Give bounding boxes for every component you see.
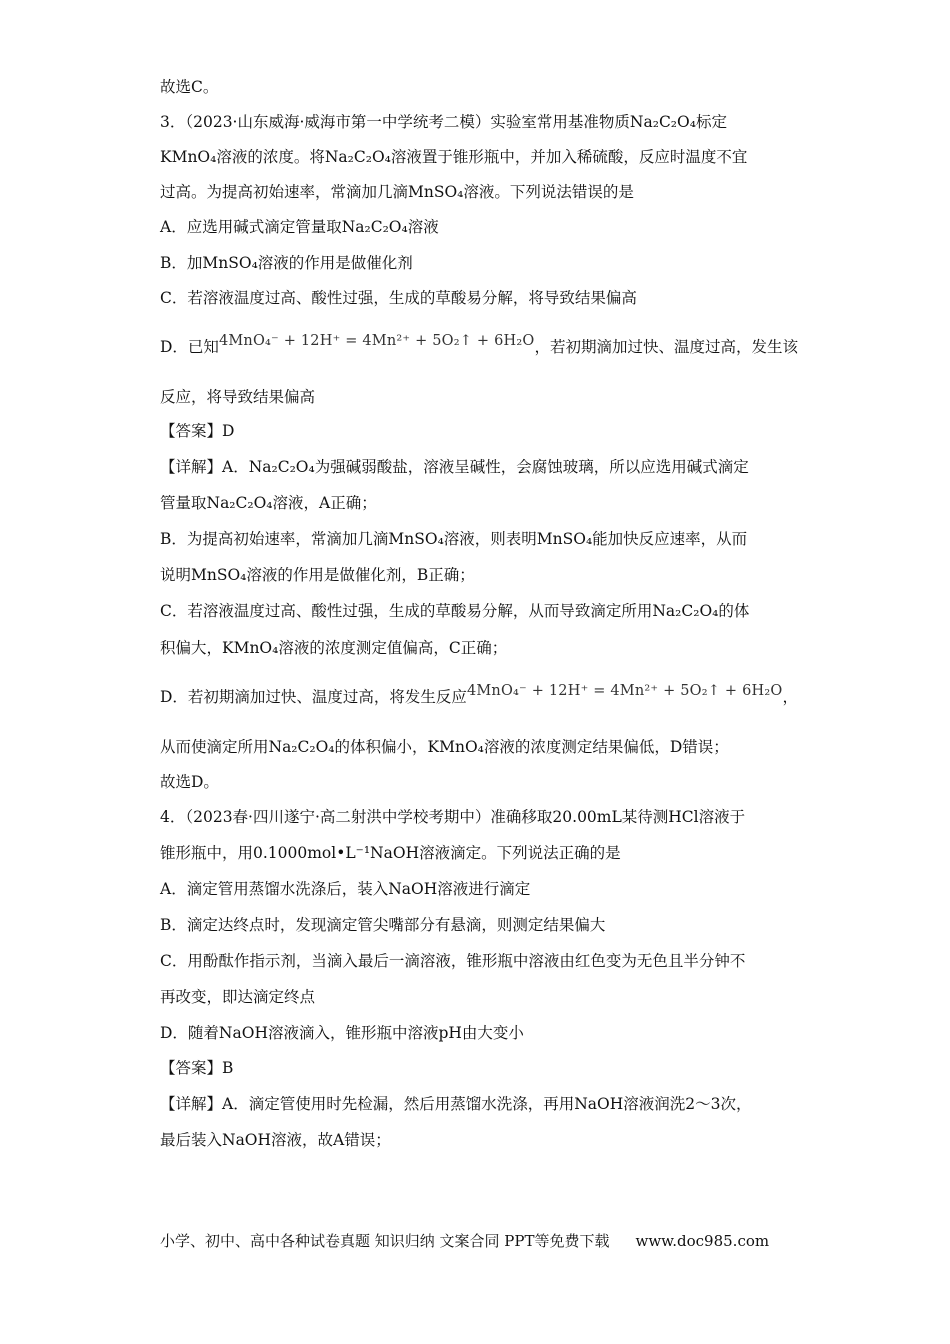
explanation-line: B．为提高初始速率，常滴加几滴MnSO₄溶液，则表明MnSO₄能加快反应速率，从而 [160,530,748,548]
footer-site: www.doc985.com [635,1232,770,1250]
equation-image: 4MnO₄⁻ + 12H⁺ = 4Mn²⁺ + 5O₂↑ + 6H₂O [218,333,535,349]
option-b: B．滴定达终点时，发现滴定管尖嘴部分有悬滴，则测定结果偏大 [160,916,606,934]
text-line: 过高。为提高初始速率，常滴加几滴MnSO₄溶液。下列说法错误的是 [160,183,634,201]
option-b: B．加MnSO₄溶液的作用是做催化剂 [160,254,413,272]
option-d-prefix: D．已知 [160,338,219,356]
page-footer [160,1230,769,1252]
explanation-line: C．若溶液温度过高、酸性过强，生成的草酸易分解，从而导致滴定所用Na₂C₂O₄的体 [160,602,750,620]
text-line: 锥形瓶中，用0.1000mol•L⁻¹NaOH溶液滴定。下列说法正确的是 [160,844,621,862]
question-4-line: 4．（2023春·四川遂宁·高二射洪中学校考期中）准确移取20.00mL某待测HCl溶液于 [160,808,746,826]
explanation-line: 最后装入NaOH溶液，故A错误； [160,1131,391,1149]
question-3-line [160,111,800,133]
equation-image: 4MnO₄⁻ + 12H⁺ = 4Mn²⁺ + 5O₂↑ + 6H₂O [466,683,783,699]
footer-text: 小学、初中、高中各种试卷真题 知识归纳 文案合同 PPT等免费下载 [160,1232,610,1250]
explanation-prefix: D．若初期滴加过快、温度过高，将发生反应 [160,688,467,706]
option-a: A．滴定管用蒸馏水洗涤后，装入NaOH溶液进行滴定 [160,880,531,898]
explanation-line: 【详解】A．滴定管使用时先检漏，然后用蒸馏水洗涤，再用NaOH溶液润洗2～3次， [160,1095,752,1113]
answer-label: 【答案】B [160,1059,234,1077]
text-line: 故选C。 [160,78,219,96]
explanation-line: 说明MnSO₄溶液的作用是做催化剂，B正确； [160,566,475,584]
explanation-line: 积偏大，KMnO₄溶液的浓度测定值偏高，C正确； [160,639,508,657]
option-d [160,333,800,359]
text-line: KMnO₄溶液的浓度。将Na₂C₂O₄溶液置于锥形瓶中，并加入稀硫酸，反应时温度不宜 [160,148,748,166]
option-c-cont: 再改变，即达滴定终点 [160,988,316,1006]
answer-label: 【答案】D [160,422,235,440]
option-a: A．应选用碱式滴定管量取Na₂C₂O₄溶液 [160,218,439,236]
question-3-stem-end: 标定 [695,113,727,131]
option-c: C．若溶液温度过高、酸性过强，生成的草酸易分解，将导致结果偏高 [160,289,637,307]
option-d: D．随着NaOH溶液滴入，锥形瓶中溶液pH由大变小 [160,1024,524,1042]
option-c: C．用酚酞作指示剂，当滴入最后一滴溶液，锥形瓶中溶液由红色变为无色且半分钟不 [160,952,746,970]
text-line: 反应，将导致结果偏高 [160,388,316,406]
explanation-line: 故选D。 [160,773,219,791]
explanation-line: 【详解】A．Na₂C₂O₄为强碱弱酸盐，溶液呈碱性，会腐蚀玻璃，所以应选用碱式滴定 [160,458,749,476]
formula-na2c2o4: Na₂C₂O₄ [629,113,696,131]
option-d-suffix: ，若初期滴加过快、温度过高，发生该 [534,338,798,356]
explanation-line [160,683,800,709]
question-3-stem: 3．（2023·山东威海·威海市第一中学统考二模）实验室常用基准物质 [160,113,630,131]
explanation-line: 从而使滴定所用Na₂C₂O₄的体积偏小，KMnO₄溶液的浓度测定结果偏低，D错误； [160,738,729,756]
explanation-line: 管量取Na₂C₂O₄溶液，A正确； [160,494,377,512]
explanation-suffix: ， [782,688,798,706]
